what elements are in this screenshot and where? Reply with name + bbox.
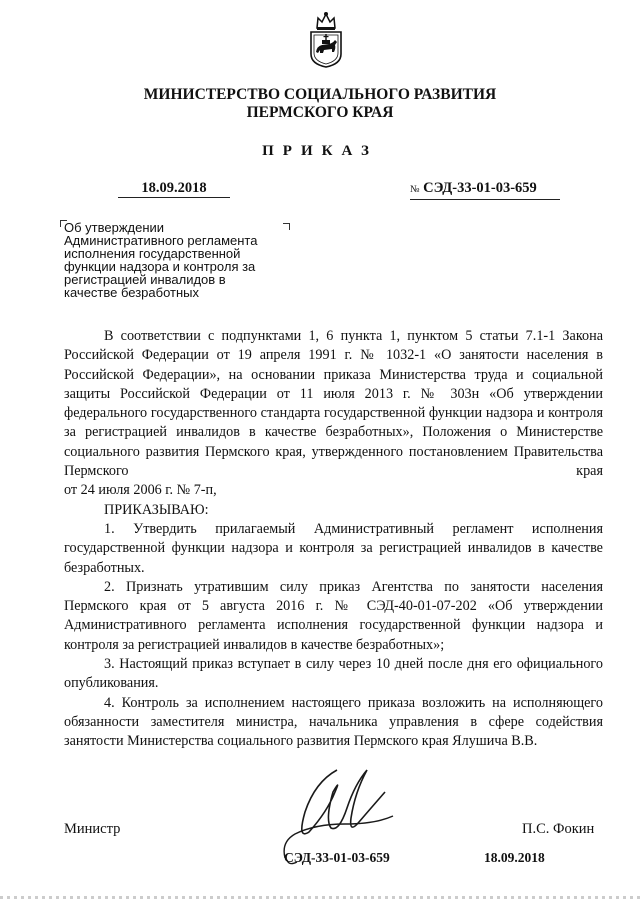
subject-line: Административного регламента	[64, 233, 258, 248]
order-item-2: 2. Признать утратившим силу приказ Агентства по занятости населения Пермского края от 5 августа 2016 г. № СЭД-40-01-07-202 «Об утверждении Административного регламента исполнения государственной функции надзора и контроля за регистрацией инвалидов в качестве безработных»;	[64, 578, 603, 653]
order-item-3: 3. Настоящий приказ вступает в силу через 10 дней после дня его официального опубликования.	[64, 656, 603, 692]
order-subject	[64, 221, 304, 299]
order-date: 18.09.2018	[118, 179, 230, 198]
subject-line: исполнения государственной	[64, 246, 241, 261]
order-item-1: 1. Утвердить прилагаемый Административный регламент исполнения государственной функции надзора и контроля за регистрацией инвалидов в качестве безработных.	[64, 520, 603, 576]
order-number-value: СЭД-33-01-03-659	[423, 180, 537, 196]
order-number	[410, 179, 560, 200]
signer-name: П.С. Фокин	[522, 821, 595, 837]
subject-line: качестве безработных	[64, 285, 200, 300]
number-sign: №	[410, 184, 420, 195]
perm-krai-coat-of-arms-icon	[307, 10, 345, 68]
subject-line: Об утверждении	[64, 220, 165, 235]
registration-date: 18.09.2018	[484, 850, 545, 865]
signer-position: Министр	[64, 821, 121, 837]
preamble-last-line: от 24 июля 2006 г. № 7-п,	[64, 482, 217, 499]
order-body	[64, 327, 603, 752]
registration-number: СЭД-33-01-03-659	[284, 850, 390, 865]
scan-artifact-line	[0, 896, 640, 899]
ministry-name-line1: МИНИСТЕРСТВО СОЦИАЛЬНОГО РАЗВИТИЯ	[143, 86, 497, 103]
ministry-name-line2: ПЕРМСКОГО КРАЯ	[246, 104, 394, 121]
subject-line: регистрацией инвалидов в	[64, 272, 226, 287]
order-item-4: 4. Контроль за исполнением настоящего приказа возложить на исполняющего обязанности заместителя министра, начальника управления в сфере содействия занятости Министерства социального развития Пермского края Ялушича В.В.	[64, 694, 603, 750]
document-type-title: ПРИКАЗ	[262, 143, 378, 159]
order-word: ПРИКАЗЫВАЮ:	[104, 501, 209, 518]
preamble-paragraph: В соответствии с подпунктами 1, 6 пункта 1, пунктом 5 статьи 7.1-1 Закона Российской Федерации от 19 апреля 1991 г. № 1032-1 «О занятости населения в Российской Федерации», на основании приказа Министерства труда и социальной защиты Российской Федерации от 11 июля 2013 г. № 303н «Об утверждении федерального государственного стандарта государственной функции надзора и контроля за регистрацией инвалидов в качестве безработных», Положения о Министерстве социального развития Пермского края, утвержденного постановлением Правительства Пермского края	[64, 328, 603, 480]
subject-line: функции надзора и контроля за	[64, 259, 256, 274]
